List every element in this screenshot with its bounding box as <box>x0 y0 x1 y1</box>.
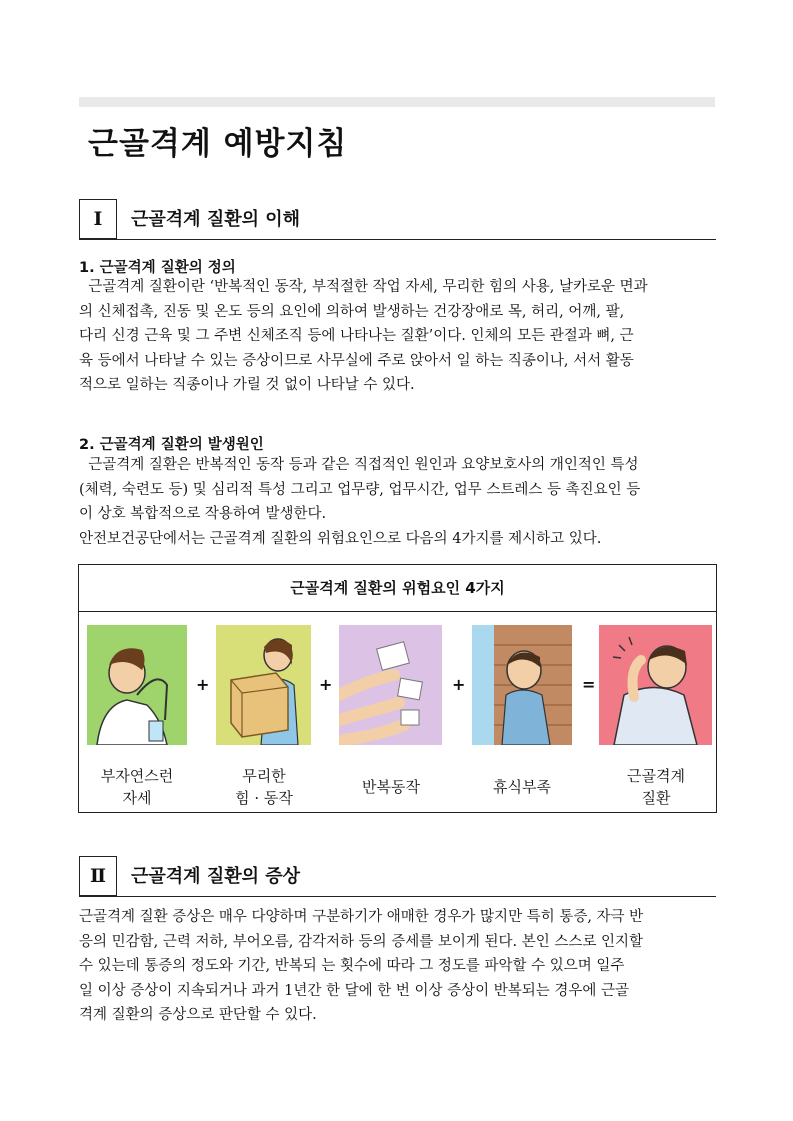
subsection-definition-title: 1. 근골격계 질환의 정의 <box>79 260 236 276</box>
text-line: 근골격계 질환 증상은 매우 다양하며 구분하기가 애매한 경우가 많지만 특히 통증, 자극 반 <box>79 909 644 925</box>
text-line: 근골격계 질환은 반복적인 동작 등과 같은 직접적인 원인과 요양보호사의 개인적인 특성 <box>79 457 639 473</box>
awkward-posture-illustration <box>87 625 187 745</box>
section-1-number: Ⅰ <box>79 199 117 239</box>
text-line: 격계 질환의 증상으로 판단할 수 있다. <box>79 1007 317 1024</box>
causes-paragraph <box>79 453 717 551</box>
text-line: 안전보건공단에서는 근골격계 질환의 위험요인으로 다음의 4가지를 제시하고 있다. <box>79 530 602 547</box>
text-line: 육 등에서 나타날 수 있는 증상이므로 사무실에 주로 앉아서 일 하는 직종이나, 서서 활동 <box>79 352 634 369</box>
text-line: 응의 민감함, 근력 저하, 부어오름, 감각저하 등의 증세를 보이게 된다. 본인 스스로 인지할 <box>79 933 643 950</box>
section-1-header <box>79 199 716 240</box>
text-line: 이 상호 복합적으로 작용하여 발생한다. <box>79 506 327 523</box>
plus-operator: + <box>196 675 210 694</box>
factor-label: 부자연스런 자세 <box>100 767 174 807</box>
subsection-causes-title: 2. 근골격계 질환의 발생원인 <box>79 437 264 453</box>
risk-factors-title: 근골격계 질환의 위험요인 4가지 <box>79 565 716 612</box>
factor-label: 근골격계 질환 <box>627 767 685 807</box>
symptoms-paragraph <box>79 905 717 1028</box>
text-line: 적으로 일하는 직종이나 가릴 것 없이 나타날 수 있다. <box>79 377 415 394</box>
text-line: 다리 신경 근육 및 그 주변 신체조직 등에 나타나는 질환’이다. 인체의 모든 관절과 뼈, 근 <box>79 328 634 345</box>
text-line: 일 이상 증상이 지속되거나 과거 1년간 한 달에 한 번 이상 증상이 반복되는 경우에 근골 <box>79 982 629 999</box>
lack-of-rest-illustration <box>472 625 572 745</box>
section-2-header <box>79 856 716 897</box>
text-line: 의 신체접촉, 진동 및 온도 등의 요인에 의하여 발생하는 건강장애로 목, 허리, 어깨, 팔, <box>79 303 625 320</box>
plus-operator: + <box>452 675 466 694</box>
top-decorative-bar <box>79 97 715 107</box>
text-line: 수 있는데 통증의 정도와 기간, 반복되 는 횟수에 따라 그 정도를 파악할 수 있으며 일주 <box>79 958 625 975</box>
text-line: 근골격계 질환이란 ‘반복적인 동작, 부적절한 작업 자세, 무리한 힘의 사용, 날카로운 면과 <box>79 279 648 295</box>
risk-factors-box <box>78 564 717 813</box>
definition-paragraph <box>79 275 717 398</box>
musculoskeletal-disease-illustration <box>599 625 712 745</box>
factor-label: 무리한 힘 · 동작 <box>235 767 293 807</box>
text-line: (체력, 숙련도 등) 및 심리적 특성 그리고 업무량, 업무시간, 업무 스트레스 등 촉진요인 등 <box>79 481 641 498</box>
factor-label: 휴식부족 <box>493 778 551 796</box>
factor-label: 반복동작 <box>362 778 420 796</box>
section-1-title: 근골격계 질환의 이해 <box>131 209 301 230</box>
plus-operator: + <box>319 675 333 694</box>
page-title: 근골격계 예방지침 <box>88 126 348 162</box>
repetitive-motion-illustration <box>339 625 439 745</box>
equals-operator: = <box>582 675 596 694</box>
section-2-title: 근골격계 질환의 증상 <box>131 866 301 887</box>
section-2-number: Ⅱ <box>79 856 117 896</box>
heavy-lifting-illustration <box>216 625 316 745</box>
